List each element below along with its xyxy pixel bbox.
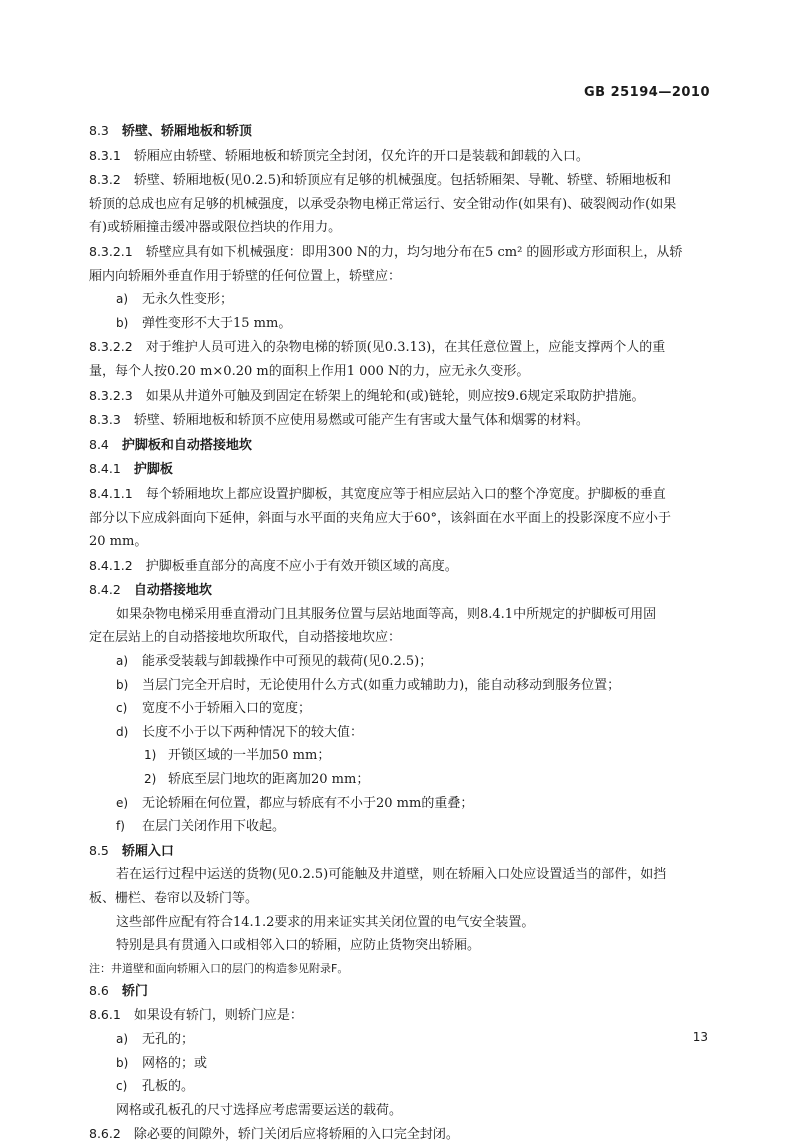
paragraph-line xyxy=(89,911,713,935)
list-marker: a) xyxy=(116,292,129,307)
continuation-line xyxy=(89,626,713,650)
section-number: 8.6 xyxy=(89,982,109,998)
list-marker: f) xyxy=(116,819,125,834)
clause-text: 如果设有轿门，则轿门应是： xyxy=(133,1008,303,1024)
list-marker: d) xyxy=(116,724,129,739)
clause-line xyxy=(89,240,713,265)
section-title: 护脚板 xyxy=(133,462,173,478)
paragraph-line xyxy=(89,603,713,627)
list-item xyxy=(89,1052,713,1076)
clause-text: 如果从井道外可触及到固定在轿架上的绳轮和(或)链轮，则应按9.6规定采取防护措施。 xyxy=(145,388,645,404)
clause-line xyxy=(89,1003,713,1028)
list-text: 无永久性变形； xyxy=(142,292,234,308)
section-title: 轿厢入口 xyxy=(121,843,174,859)
clause-line xyxy=(89,1122,713,1147)
list-marker: e) xyxy=(116,795,129,810)
standard-code: GB 25194—2010 xyxy=(583,85,710,100)
sub-list-item xyxy=(89,744,713,768)
clause-line xyxy=(89,554,713,579)
line-text: 网格或孔板孔的尺寸选择应考虑需要运送的载荷。 xyxy=(116,1102,403,1118)
clause-text: 轿壁、轿厢地板(见0.2.5)和轿顶应有足够的机械强度。包括轿厢架、导靴、轿壁、轿厢地板和 xyxy=(133,173,672,189)
list-item xyxy=(89,815,713,839)
list-text: 宽度不小于轿厢入口的宽度； xyxy=(142,701,312,717)
list-text: 能承受装载与卸载操作中可预见的载荷(见0.2.5)； xyxy=(142,654,433,670)
line-text: 特别是具有贯通入口或相邻入口的轿厢，应防止货物突出轿厢。 xyxy=(116,938,481,954)
list-item xyxy=(89,697,713,721)
line-text: 如果杂物电梯采用垂直滑动门且其服务位置与层站地面等高，则8.4.1中所规定的护脚板可用固 xyxy=(116,606,657,622)
continuation-line xyxy=(89,193,713,217)
section-heading xyxy=(89,839,713,864)
clause-text: 轿厢应由轿壁、轿厢地板和轿顶完全封闭，仅允许的开口是装载和卸载的入口。 xyxy=(133,148,589,164)
line-text: 有)或轿厢撞击缓冲器或限位挡块的作用力。 xyxy=(89,220,342,236)
clause-text: 轿壁应具有如下机械强度：即用300 N的力，均匀地分布在5 cm² 的圆形或方形面积上，从轿 xyxy=(145,244,683,260)
list-text: 无孔的； xyxy=(142,1031,195,1047)
clause-number: 8.4.1.1 xyxy=(89,485,133,501)
clause-text: 除必要的间隙外，轿门关闭后应将轿厢的入口完全封闭。 xyxy=(133,1127,459,1143)
clause-text: 对于维护人员可进入的杂物电梯的轿顶(见0.3.13)，在其任意位置上，应能支撑两个人的重 xyxy=(145,340,666,356)
list-item xyxy=(89,792,713,816)
section-title: 轿门 xyxy=(121,983,148,999)
line-text: 轿顶的总成也应有足够的机械强度，以承受杂物电梯正常运行、安全钳动作(如果有)、破裂阀动作(如果 xyxy=(89,196,677,212)
list-text: 弹性变形不大于15 mm。 xyxy=(142,315,292,331)
list-marker: c) xyxy=(116,701,128,716)
section-number: 8.4.1 xyxy=(89,461,121,477)
section-title: 自动搭接地坎 xyxy=(133,583,212,599)
section-title: 轿壁、轿厢地板和轿顶 xyxy=(121,124,252,139)
section-heading xyxy=(89,433,713,458)
section-number: 8.4.2 xyxy=(89,582,121,598)
section-heading xyxy=(89,578,713,603)
list-marker: c) xyxy=(116,1079,128,1094)
section-title: 护脚板和自动搭接地坎 xyxy=(121,437,252,453)
section-number: 8.4 xyxy=(89,436,109,452)
continuation-line xyxy=(89,530,713,554)
clause-line xyxy=(89,144,713,169)
list-marker: a) xyxy=(116,1031,129,1046)
clause-number: 8.3.2.2 xyxy=(89,339,133,355)
clause-line xyxy=(89,408,713,433)
sub-list-item xyxy=(89,768,713,792)
section-heading xyxy=(89,119,713,144)
continuation-line xyxy=(89,507,713,531)
list-text: 无论轿厢在何位置，都应与轿底有不小于20 mm的重叠； xyxy=(142,795,474,811)
page-number: 13 xyxy=(692,1030,708,1044)
section-number: 8.3 xyxy=(89,123,109,138)
clause-number: 8.3.2.3 xyxy=(89,387,133,403)
list-text: 孔板的。 xyxy=(142,1079,195,1095)
line-text: 部分以下应成斜面向下延伸，斜面与水平面的夹角应大于60°，该斜面在水平面上的投影深度不应小于 xyxy=(89,510,672,526)
list-item xyxy=(89,288,713,312)
list-item xyxy=(89,1028,713,1052)
list-item xyxy=(89,674,713,698)
list-text: 长度不小于以下两种情况下的较大值： xyxy=(142,724,364,740)
list-marker: 1) xyxy=(144,748,157,763)
clause-text: 轿壁、轿厢地板和轿顶不应使用易燃或可能产生有害或大量气体和烟雾的材料。 xyxy=(133,413,589,429)
line-text: 20 mm。 xyxy=(89,534,148,550)
clause-line xyxy=(89,482,713,507)
paragraph-line xyxy=(89,934,713,958)
list-text: 轿底至层门地坎的距离加20 mm； xyxy=(168,772,370,788)
clause-line xyxy=(89,384,713,409)
continuation-line xyxy=(89,216,713,240)
list-item xyxy=(89,1075,713,1099)
continuation-line xyxy=(89,360,713,384)
clause-number: 8.3.2 xyxy=(89,172,121,188)
list-item xyxy=(89,650,713,674)
clause-text: 每个轿厢地坎上都应设置护脚板，其宽度应等于相应层站入口的整个净宽度。护脚板的垂直 xyxy=(145,486,666,502)
clause-number: 8.3.3 xyxy=(89,412,121,428)
line-text: 定在层站上的自动搭接地坎所取代，自动搭接地坎应： xyxy=(89,630,402,646)
list-marker: b) xyxy=(116,677,129,692)
continuation-line xyxy=(89,887,713,911)
list-marker: a) xyxy=(116,654,129,669)
clause-number: 8.3.1 xyxy=(89,147,121,163)
list-text: 网格的；或 xyxy=(142,1055,208,1071)
line-text: 板、栅栏、卷帘以及轿门等。 xyxy=(89,891,259,906)
list-marker: b) xyxy=(116,315,129,330)
list-item xyxy=(89,312,713,336)
clause-number: 8.6.1 xyxy=(89,1007,121,1023)
clause-number: 8.4.1.2 xyxy=(89,557,133,573)
section-heading xyxy=(89,979,713,1004)
section-heading xyxy=(89,457,713,482)
list-text: 当层门完全开启时，无论使用什么方式(如重力或辅助力)，能自动移动到服务位置； xyxy=(142,677,621,693)
clause-line xyxy=(89,335,713,360)
list-marker: 2) xyxy=(144,772,157,787)
list-text: 开锁区域的一半加50 mm； xyxy=(168,748,331,764)
line-text: 这些部件应配有符合14.1.2要求的用来证实其关闭位置的电气安全装置。 xyxy=(116,914,535,930)
paragraph-line xyxy=(89,1099,713,1123)
list-item xyxy=(89,721,713,745)
list-marker: b) xyxy=(116,1055,129,1070)
clause-line xyxy=(89,168,713,193)
section-number: 8.5 xyxy=(89,842,109,858)
clause-number: 8.3.2.1 xyxy=(89,243,133,259)
clause-text: 护脚板垂直部分的高度不应小于有效开锁区域的高度。 xyxy=(145,558,458,574)
note-line xyxy=(89,958,713,979)
note-text: 注：井道壁和面向轿厢入口的层门的构造参见附录F。 xyxy=(89,961,349,975)
line-text: 厢内向轿厢外垂直作用于轿壁的任何位置上，轿壁应： xyxy=(89,268,402,284)
clause-number: 8.6.2 xyxy=(89,1126,121,1142)
paragraph-line xyxy=(89,863,713,887)
line-text: 量，每个人按0.20 m×0.20 m的面积上作用1 000 N的力，应无永久变形。 xyxy=(89,363,530,379)
document-body xyxy=(89,119,713,1147)
line-text: 若在运行过程中运送的货物(见0.2.5)可能触及井道壁，则在轿厢入口处应设置适当的部件，如挡 xyxy=(116,867,667,883)
list-text: 在层门关闭作用下收起。 xyxy=(142,819,286,835)
continuation-line xyxy=(89,265,713,289)
